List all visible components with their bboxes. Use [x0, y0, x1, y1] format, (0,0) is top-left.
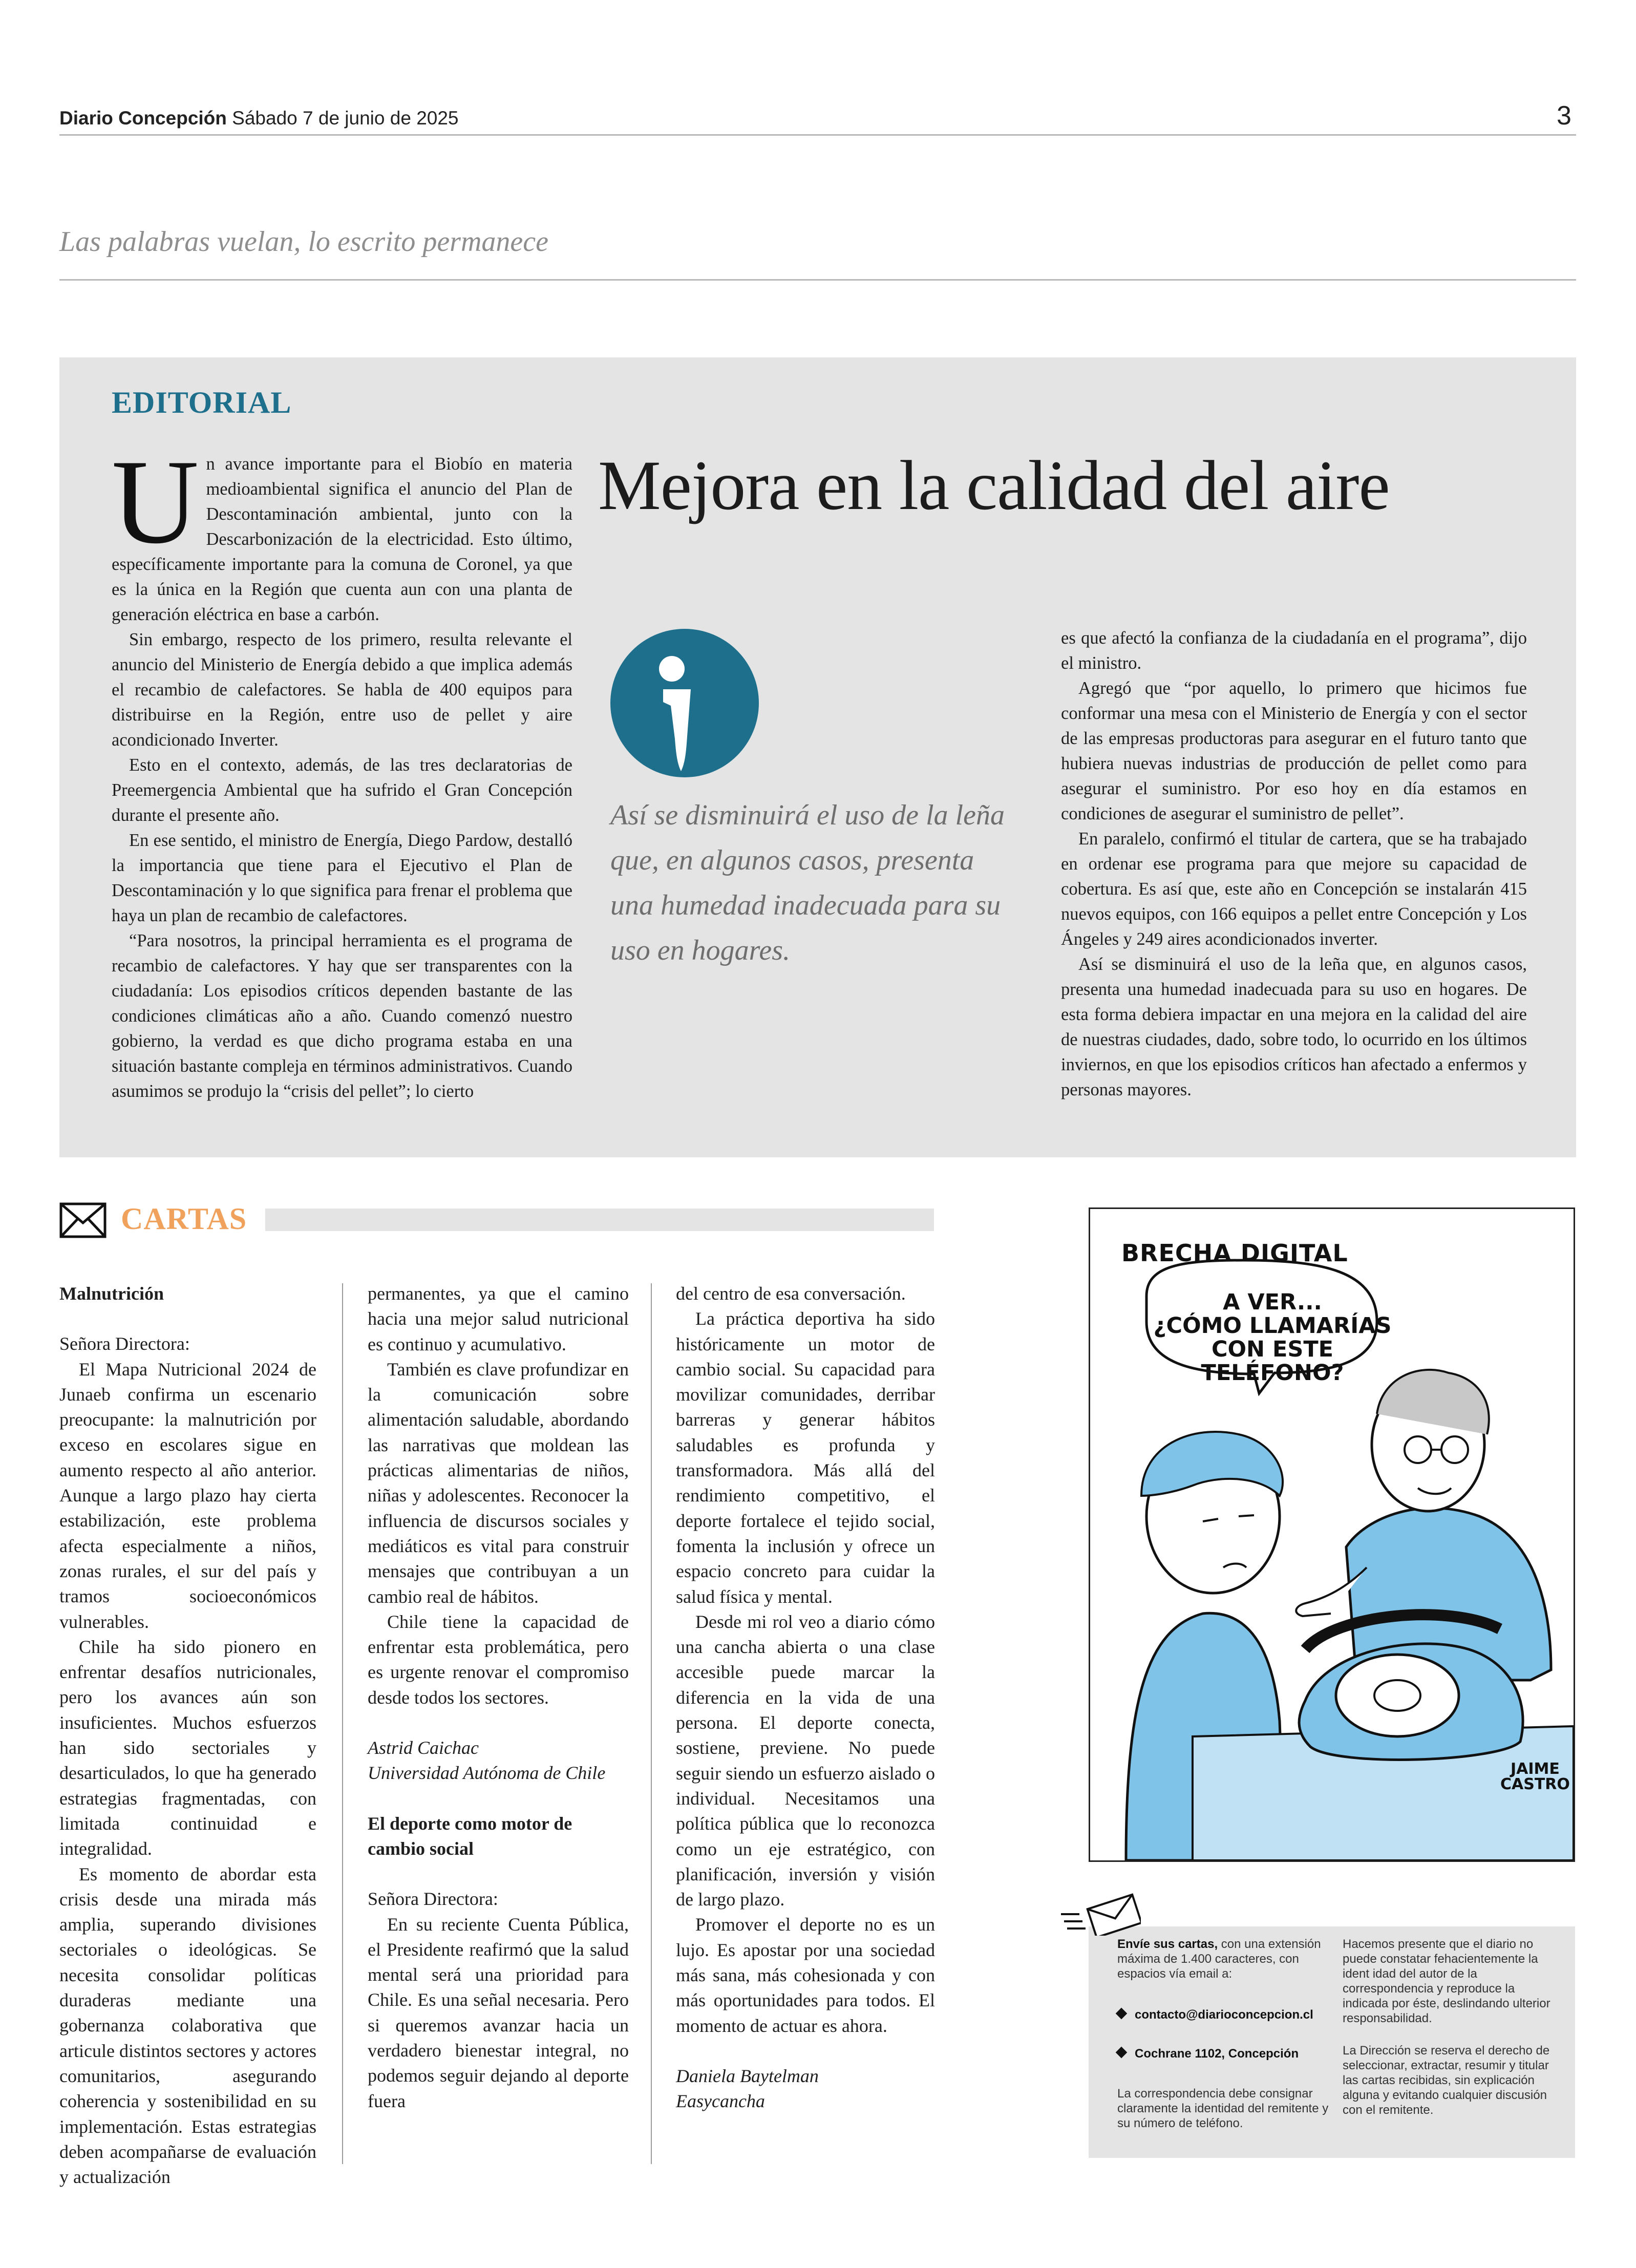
editorial-paragraph: Esto en el contexto, además, de las tres declaratorias de Preemergencia Ambiental que ha sufrido el Gran Concepción durante el presente año.	[112, 755, 572, 825]
editorial-column-3	[1061, 626, 1527, 1103]
info-send-body: con una extensión máxima de 1.400 caracteres, con espacios vía email a:	[1117, 1937, 1321, 1981]
page-number: 3	[1557, 101, 1571, 131]
column-divider	[651, 1283, 652, 2164]
letter-paragraph: En su reciente Cuenta Pública, el Presidente reafirmó que la salud mental será una prioridad para Chile. Es una señal necesaria. Pero si queremos avanzar hacia un verdadero bienestar integral, no podemos seguir dejando al deporte fuera	[368, 1914, 629, 2111]
editorial-paragraph: En paralelo, confirmó el titular de cartera, que se ha trabajado en ordenar ese programa para que mejore su capacidad de cobertura. Es así que, este año en Concepción se instalarán 415 nuevos equipos, con 166 equipos a pellet entre Concepción y Los Ángeles y 249 aires acondicionados inverter.	[1061, 829, 1527, 949]
info-email[interactable]	[1117, 2007, 1343, 2022]
speech-line: A VER...	[1223, 1289, 1322, 1315]
cartoon-title: BRECHA DIGITAL	[1121, 1239, 1348, 1267]
cartoonist-signature	[1500, 1762, 1570, 1792]
cartas-bar	[265, 1209, 934, 1231]
editorial-paragraph: En ese sentido, el ministro de Energía, Diego Pardow, destalló la importancia que tiene para el Ejecutivo el Plan de Descontaminación y lo que significa para frenar el problema que haya un plan de recambio de calefactores.	[112, 831, 572, 925]
editorial-paragraph: es que afectó la confianza de la ciudadanía en el programa”, dijo el ministro.	[1061, 628, 1527, 673]
editorial-paragraph: “Para nosotros, la principal herramienta es el programa de recambio de calefactores. Y hay que ser transparentes con la ciudadanía: Los episodios críticos dependen bastante de las condiciones climáticas año a año. Cuando comenzó nuestro gobierno, la verdad es que dicho programa estaba en una situación bastante compleja en términos administrativos. Cuando asumimos se produjo la “crisis del pellet”; lo cierto	[112, 931, 572, 1101]
letter-paragraph: permanentes, ya que el camino hacia una mejor salud nutricional es continuo y acumulativo.	[368, 1283, 629, 1354]
info-left-note: La correspondencia debe consignar claramente la identidad del remitente y su número de teléfono.	[1117, 2087, 1329, 2130]
diamond-bullet-icon	[1116, 2047, 1128, 2059]
signature-line: JAIME	[1511, 1760, 1560, 1778]
letter-salutation: Señora Directora:	[368, 1889, 498, 1910]
editorial-paragraph: Así se disminuirá el uso de la leña que, en algunos casos, presenta una humedad inadecuada para su uso en hogares. De esta forma debiera impactar en una mejora en la calidad del aire de nuestras ciudades, dado, sobre todo, lo ocurrido en los últimos inviernos, en que los episodios críticos han afectado a enfermos y personas mayores.	[1061, 955, 1527, 1099]
email-link[interactable]: contacto@diarioconcepcion.cl	[1135, 2008, 1313, 2022]
diamond-bullet-icon	[1116, 2008, 1128, 2020]
motto-rule	[59, 279, 1576, 281]
info-right-note-2: La Dirección se reserva el derecho de seleccionar, extractar, resumir y titular las cartas recibidas, sin explicación alguna y evitando cualquier discusión con el remitente.	[1343, 2044, 1550, 2117]
editorial-first-paragraph	[112, 435, 572, 627]
letters-column-3	[676, 1281, 935, 2114]
pull-quote: Así se disminuirá el uso de la leña que, en algunos casos, presenta una humedad inadecuada para su uso en hogares.	[610, 799, 1005, 966]
letter-paragraph: Es momento de abordar esta crisis desde una mirada más amplia, superando divisiones sectoriales o ideológicas. Se necesita consolidar políticas duraderas mediante una gobernanza colaborativa que articule distintos sectores y actores comunitarios, asegurando coherencia y sostenibilidad en su implementación. Estas estrategias deben acompañarse de evaluación y actualización	[59, 1863, 316, 2188]
header-rule	[59, 134, 1576, 136]
letter-paragraph: Desde mi rol veo a diario cómo una cancha abierta o una clase accesible puede marcar la diferencia en la vida de una persona. El deporte conecta, sostiene, previene. No puede seguir siendo un esfuerzo aislado o individual. Necesitamos una política pública que lo reconozca como un eje estratégico, con planificación, inversión y visión de largo plazo.	[676, 1611, 935, 1910]
letter-title: Malnutrición	[59, 1283, 164, 1304]
letter-author: Astrid Caichac	[368, 1737, 479, 1758]
page-header	[59, 108, 459, 129]
letter-paragraph: La práctica deportiva ha sido históricamente un motor de cambio social. Su capacidad para movilizar comunidades, derribar barreras y generar hábitos saludables es profunda y transformadora. Más allá del rendimiento competitivo, el deporte fortalece el tejido social, fomenta la inclusión y ofrece un espacio concreto para cuidar la salud física y mental.	[676, 1308, 935, 1607]
letters-column-1	[59, 1281, 316, 2190]
drop-cap: U	[112, 435, 199, 569]
editorial-first-text: n avance importante para el Biobío en materia medioambiental significa el anuncio del Plan de Descontaminación ambiental, junto con la Descarbonización de la electricidad. Esto último, específicamente importante para la comuna de Coronel, ya que es la única en la Región que cuenta aun con una planta de generación eléctrica en base a carbón.	[112, 454, 572, 624]
info-icon	[610, 629, 759, 777]
letter-title: El deporte como motor de cambio social	[368, 1813, 572, 1859]
letter-paragraph: El Mapa Nutricional 2024 de Junaeb confirma un escenario preocupante: la malnutrición por exceso en escolares sigue en aumento respecto al año anterior. Aunque a largo plazo hay cierta estabilización, este problema afecta especialmente a niños, zonas rurales, el sur del país y tramos socioeconómicos vulnerables.	[59, 1359, 316, 1632]
info-send-text	[1117, 1937, 1332, 1981]
address-text: Cochrane 1102, Concepción	[1135, 2047, 1299, 2061]
cartas-label: CARTAS	[121, 1202, 247, 1236]
paper-name: Diario Concepción	[59, 108, 227, 129]
editorial-column-1	[112, 435, 572, 1104]
letter-paragraph: del centro de esa conversación.	[676, 1283, 906, 1304]
info-right-note-1: Hacemos presente que el diario no puede constatar fehacientemente la ident idad del autor de la correspondencia y reproduce la indicada por éste, deslindando ulterior responsabilidad.	[1343, 1937, 1550, 2025]
info-send-bold: Envíe sus cartas,	[1117, 1937, 1218, 1951]
editorial-label: EDITORIAL	[112, 386, 292, 419]
letter-affiliation: Universidad Autónoma de Chile	[368, 1763, 606, 1784]
info-address	[1117, 2046, 1343, 2061]
letter-paragraph: Promover el deporte no es un lujo. Es apostar por una sociedad más sana, más cohesionada y con más oportunidades para todos. El momento de actuar es ahora.	[676, 1914, 935, 2036]
section-motto: Las palabras vuelan, lo escrito permanece	[59, 226, 548, 258]
letters-column-2	[368, 1281, 629, 2114]
speech-line: CON ESTE	[1211, 1337, 1334, 1362]
letter-paragraph: Chile ha sido pionero en enfrentar desafíos nutricionales, pero los avances aún son insuficientes. Muchos esfuerzos han sido sectoriales y desarticulados, lo que ha generado estrategias fragmentadas, con limitada continuidad e integralidad.	[59, 1636, 316, 1859]
speech-bubble-text	[1152, 1290, 1393, 1385]
letter-paragraph: Chile tiene la capacidad de enfrentar esta problemática, pero es urgente renovar el compromiso desde todos los sectores.	[368, 1611, 629, 1708]
column-divider	[342, 1283, 343, 2164]
issue-date: Sábado 7 de junio de 2025	[232, 108, 459, 129]
flying-envelope-icon	[1059, 1890, 1141, 1936]
signature-line: CASTRO	[1500, 1775, 1570, 1793]
letter-affiliation: Easycancha	[676, 2091, 765, 2112]
envelope-icon	[59, 1202, 107, 1238]
editorial-title: Mejora en la calidad del aire	[598, 446, 1390, 524]
letter-author: Daniela Baytelman	[676, 2065, 819, 2086]
speech-line: ¿CÓMO LLAMARÍAS	[1153, 1313, 1392, 1339]
editorial-paragraph: Agregó que “por aquello, lo primero que hicimos fue conformar una mesa con el Ministerio de Energía y con el sector de las empresas productoras para asegurar en el futuro tanto que hubiera nuevas industrias de producción de pellet como para asegurar el suministro. Por eso hoy en día estamos en condiciones de asegurar el suministro de pellet”.	[1061, 679, 1527, 823]
editorial-paragraph: Sin embargo, respecto de los primero, resulta relevante el anuncio del Ministerio de Energía debido a que implica además el recambio de calefactores. Se habla de 400 equipos para distribuirse en la Región, entre uso de pellet y aire acondicionado Inverter.	[112, 630, 572, 750]
letter-paragraph: También es clave profundizar en la comunicación sobre alimentación saludable, abordando las narrativas que moldean las prácticas alimentarias de niños, niñas y adolescentes. Reconocer la influencia de discursos sociales y mediáticos es vital para construir mensajes que contribuyan a un cambio real de hábitos.	[368, 1359, 629, 1607]
letter-salutation: Señora Directora:	[59, 1333, 190, 1354]
speech-line: TELÉFONO?	[1201, 1360, 1344, 1386]
